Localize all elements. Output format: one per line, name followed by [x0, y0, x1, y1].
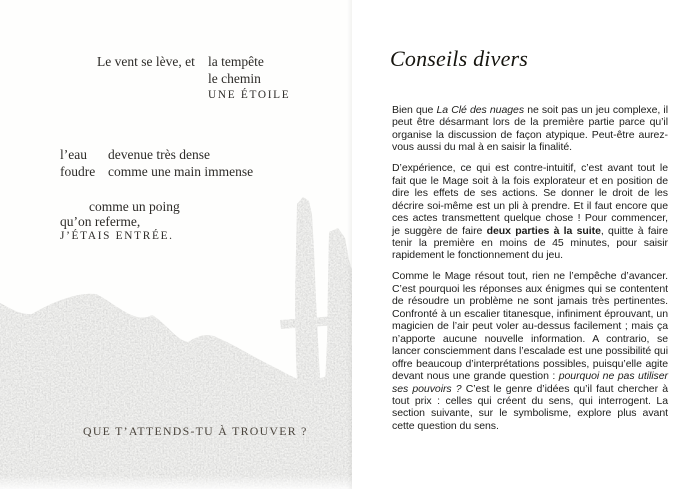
text-segment-italic: pourquoi ne pas utiliser ses pouvoirs ? — [392, 370, 668, 395]
text-segment-normal: , quitte à faire tenir la première en moins de 45 minutes, pour saisir rapidement le fonctionnement du jeu. — [392, 224, 668, 262]
body-paragraph — [392, 104, 668, 154]
text-segment-italic: La Clé des nuages — [436, 104, 525, 116]
body-text-column — [392, 104, 668, 441]
text-segment-normal: Comme le Mage résout tout, rien ne l’empêche d’avancer. C’est pourquoi les réponses aux énigmes qui se contentent de résoudre un problème ne sont jamais très pertinentes. Confronté à un escalier titanesque, infiniment éprouvant, un magicien de l’air peut voler au-dessus facilement ; mais ça n’apporte aucune nouvelle information. A contrario, se lancer consciemment dans l’escalade est une possibilité qui offre beaucoup d’interprétations possibles, puisqu’elle agite devant nous une grande question : — [392, 270, 668, 383]
illustration-bottom-fade — [0, 475, 352, 489]
poem-line-caps: J’ÉTAIS ENTRÉE. — [60, 230, 174, 242]
poem-question-caption: QUE T’ATTENDS-TU À TROUVER ? — [83, 424, 308, 438]
poem-line: comme une main immense — [108, 164, 254, 179]
section-title: Conseils divers — [390, 46, 529, 71]
poem-line: comme un poing — [89, 199, 180, 214]
poem-line-caps: UNE ÉTOILE — [208, 89, 291, 101]
poem-line: Le vent se lève, et — [97, 54, 195, 69]
right-page — [352, 0, 691, 489]
text-segment-bold: deux parties à la suite — [486, 224, 601, 237]
poem-line: l’eau — [60, 147, 87, 162]
page-fold-shadow — [347, 0, 352, 489]
poem-line: qu’on referme, — [60, 214, 141, 229]
text-segment-normal: Bien que — [392, 104, 437, 116]
body-paragraph — [392, 270, 668, 432]
body-paragraph — [392, 162, 668, 262]
poem-line: la tempête — [208, 54, 264, 69]
text-segment-normal: D’expérience, ce qui est contre-intuitif, c’est avant tout le fait que le Mage soit à la fois explorateur et en position de dire les effets de ses actions. Se donner le droit de les décrire soi-même est un pli à prendre. Et il faut encore que ces actes transmettent quelque chose ! Pour commencer, je suggère de faire — [392, 162, 668, 237]
poem-line: le chemin — [208, 71, 261, 86]
text-segment-normal: C’est le genre d’idées qu’il faut chercher à tout prix : celles qui créent du sens, qui interrogent. La section suivante, sur le symbolisme, explore plus avant cette question du sens. — [392, 382, 668, 432]
text-segment-normal: ne soit pas un jeu complexe, il peut être désarmant lors de la première partie parce qu’il organise la discussion de façon atypique. Peut-être aurez-vous aussi du mal à en saisir la finalité. — [392, 104, 668, 154]
poem-line: devenue très dense — [108, 147, 210, 162]
ruins-texture-shapes — [0, 197, 352, 489]
poem-line: foudre — [60, 164, 96, 179]
